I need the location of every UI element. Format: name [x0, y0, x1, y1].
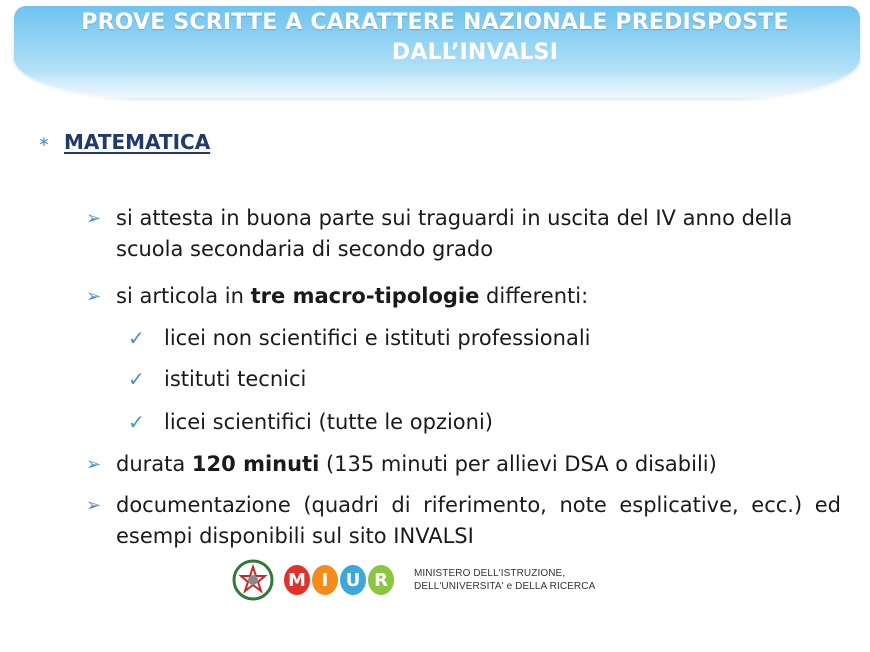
section-label: MATEMATICA — [64, 130, 211, 154]
item-text — [116, 449, 717, 480]
item-text-bold: tre macro-tipologie — [250, 284, 480, 308]
item-text-post: differenti: — [479, 284, 589, 308]
miur-letter: R — [366, 563, 396, 597]
ministry-name — [414, 567, 595, 593]
ministry-line-1: MINISTERO DELL'ISTRUZIONE, — [414, 568, 566, 579]
item-text-post: (135 minuti per allievi DSA o disabili) — [319, 452, 717, 476]
list-item — [86, 490, 846, 552]
checkmark-icon: ✓ — [128, 326, 145, 350]
sub-list-item — [128, 407, 848, 438]
arrow-bullet-icon: ➢ — [86, 454, 102, 475]
miur-letter: I — [310, 563, 340, 597]
asterisk-bullet-icon: ∗ — [38, 134, 50, 150]
miur-logo — [282, 563, 394, 597]
section-heading — [38, 130, 210, 154]
list-item — [86, 281, 846, 312]
item-text-pre: si articola in — [116, 284, 251, 308]
item-text-bold: 120 minuti — [191, 452, 320, 476]
slide-title — [40, 8, 830, 68]
list-item — [86, 203, 846, 265]
miur-letter: M — [282, 563, 312, 597]
sub-item-text: istituti tecnici — [164, 367, 307, 391]
checkmark-icon: ✓ — [128, 367, 145, 391]
italian-republic-emblem-icon — [232, 559, 274, 601]
arrow-bullet-icon: ➢ — [86, 495, 102, 516]
item-text: documentazione (quadri di riferimento, note esplicative, ecc.) ed esempi disponibili sul sito INVALSI — [116, 493, 841, 548]
checkmark-icon: ✓ — [128, 410, 145, 434]
item-text: si attesta in buona parte sui traguardi in uscita del IV anno della scuola secondaria di secondo grado — [116, 206, 793, 261]
sub-item-text: licei scientifici (tutte le opzioni) — [164, 410, 493, 434]
miur-letter: U — [338, 563, 368, 597]
sub-item-text: licei non scientifici e istituti professionali — [164, 326, 591, 350]
title-line-2: DALL’INVALSI — [391, 40, 559, 65]
arrow-bullet-icon: ➢ — [86, 208, 102, 229]
sub-list-item — [128, 364, 848, 395]
ministry-line-2: DELL'UNIVERSITA' e DELLA RICERCA — [414, 581, 596, 592]
item-text-pre: durata — [116, 452, 192, 476]
footer-logos — [232, 557, 595, 603]
item-text — [116, 281, 588, 312]
list-item — [86, 449, 846, 480]
arrow-bullet-icon: ➢ — [86, 286, 102, 307]
sub-list-item — [128, 323, 848, 354]
title-line-1: PROVE SCRITTE A CARATTERE NAZIONALE PREDISPOSTE — [81, 10, 789, 35]
